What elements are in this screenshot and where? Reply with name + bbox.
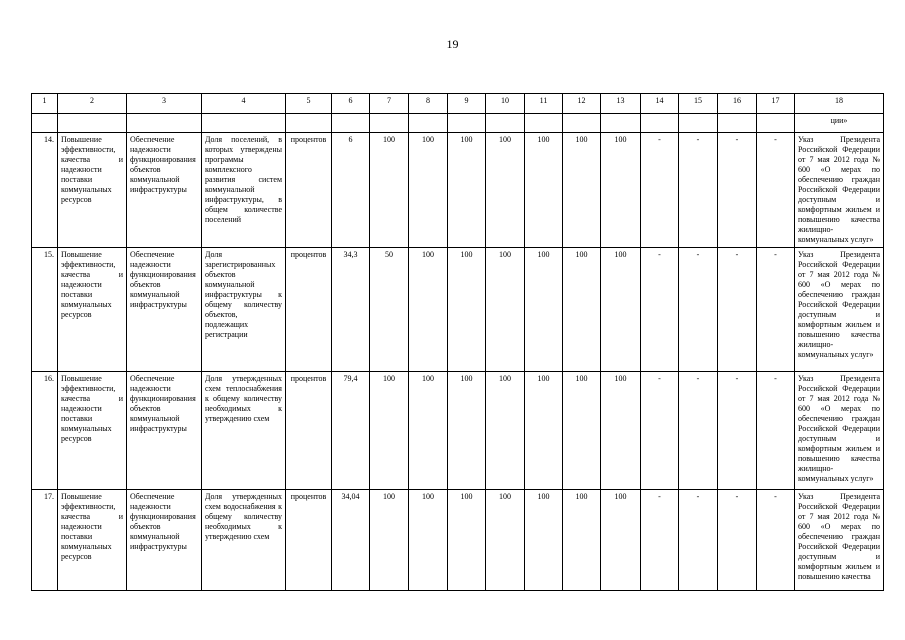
row-number: 16. [32, 372, 58, 490]
basis-cell: Указ Президента Российской Федерации от 7 мая 2012 года № 600 «О мерах по обеспечению граждан Российской Федерации доступным и комфортным жильем и повышению качества жилищно-коммунальных услуг» [795, 133, 884, 248]
value-cell: 100 [448, 133, 486, 248]
indicator-cell: Доля поселений, в которых утверждены программы комплексного развития систем коммунальной инфраструктуры, в общем количестве поселений [202, 133, 286, 248]
value-cell: - [641, 133, 679, 248]
value-cell: 100 [409, 133, 448, 248]
value-cell: 100 [486, 133, 525, 248]
value-cell: - [757, 490, 795, 591]
value-cell: 100 [370, 372, 409, 490]
continuation-row [32, 114, 884, 133]
value-cell: - [718, 372, 757, 490]
header-cell: 3 [127, 94, 202, 114]
value-cell: - [718, 490, 757, 591]
header-cell: 14 [641, 94, 679, 114]
row-number: 14. [32, 133, 58, 248]
indicators-table [31, 93, 884, 591]
header-cell: 1 [32, 94, 58, 114]
page-number: 19 [446, 37, 459, 51]
header-cell: 2 [58, 94, 127, 114]
indicator-cell: Доля утвержденных схем теплоснабжения к общему количеству необходимых к утверждению схем [202, 372, 286, 490]
value-cell: 100 [563, 133, 601, 248]
value-cell: 100 [601, 133, 641, 248]
value-cell: 100 [601, 490, 641, 591]
table-row [32, 372, 884, 490]
goal-cell: Повышение эффективности, качества и надежности поставки коммунальных ресурсов [58, 372, 127, 490]
value-cell: 34,3 [332, 248, 370, 372]
value-cell: 100 [409, 248, 448, 372]
value-cell: - [641, 490, 679, 591]
header-cell: 11 [525, 94, 563, 114]
value-cell: - [641, 372, 679, 490]
value-cell: 100 [409, 372, 448, 490]
unit-cell: процентов [286, 133, 332, 248]
value-cell: 100 [525, 248, 563, 372]
value-cell: - [757, 372, 795, 490]
header-cell: 10 [486, 94, 525, 114]
value-cell: 100 [563, 372, 601, 490]
row-number: 17. [32, 490, 58, 591]
value-cell: 100 [525, 490, 563, 591]
value-cell: 34,04 [332, 490, 370, 591]
value-cell: - [679, 133, 718, 248]
value-cell: 79,4 [332, 372, 370, 490]
task-cell: Обеспечение надежности функционирования объектов коммунальной инфраструктуры [127, 372, 202, 490]
value-cell: 100 [601, 248, 641, 372]
header-cell: 6 [332, 94, 370, 114]
header-cell: 8 [409, 94, 448, 114]
value-cell: 100 [486, 248, 525, 372]
task-cell: Обеспечение надежности функционирования объектов коммунальной инфраструктуры [127, 133, 202, 248]
value-cell: - [641, 248, 679, 372]
table-row [32, 490, 884, 591]
header-cell: 13 [601, 94, 641, 114]
unit-cell: процентов [286, 372, 332, 490]
value-cell: 100 [448, 248, 486, 372]
header-cell: 7 [370, 94, 409, 114]
unit-cell: процентов [286, 248, 332, 372]
value-cell: 100 [601, 372, 641, 490]
value-cell: - [757, 133, 795, 248]
header-cell: 15 [679, 94, 718, 114]
row-number: 15. [32, 248, 58, 372]
basis-cell: Указ Президента Российской Федерации от 7 мая 2012 года № 600 «О мерах по обеспечению граждан Российской Федерации доступным и комфортным жильем и повышению качества жилищно-коммунальных услуг» [795, 372, 884, 490]
value-cell: - [757, 248, 795, 372]
value-cell: - [679, 248, 718, 372]
value-cell: 100 [525, 372, 563, 490]
value-cell: 100 [525, 133, 563, 248]
value-cell: - [718, 133, 757, 248]
value-cell: 100 [486, 372, 525, 490]
header-cell: 4 [202, 94, 286, 114]
header-cell: 18 [795, 94, 884, 114]
indicator-cell: Доля зарегистрированных объектов коммунальной инфраструктуры к общему количеству объектов, подлежащих регистрации [202, 248, 286, 372]
header-cell: 9 [448, 94, 486, 114]
continuation-cell: ции» [795, 114, 884, 133]
header-row [32, 94, 884, 114]
task-cell: Обеспечение надежности функционирования объектов коммунальной инфраструктуры [127, 248, 202, 372]
goal-cell: Повышение эффективности, качества и надежности поставки коммунальных ресурсов [58, 490, 127, 591]
goal-cell: Повышение эффективности, качества и надежности поставки коммунальных ресурсов [58, 133, 127, 248]
value-cell: - [679, 490, 718, 591]
value-cell: 100 [563, 490, 601, 591]
basis-cell: Указ Президента Российской Федерации от 7 мая 2012 года № 600 «О мерах по обеспечению граждан Российской Федерации доступным и комфортным жильем и повышению качества жилищно-коммунальных услуг» [795, 248, 884, 372]
value-cell: 100 [448, 490, 486, 591]
value-cell: 100 [563, 248, 601, 372]
header-cell: 16 [718, 94, 757, 114]
table-row [32, 248, 884, 372]
goal-cell: Повышение эффективности, качества и надежности поставки коммунальных ресурсов [58, 248, 127, 372]
indicator-cell: Доля утвержденных схем водоснабжения к общему количеству необходимых к утверждению схем [202, 490, 286, 591]
basis-cell: Указ Президента Российской Федерации от 7 мая 2012 года № 600 «О мерах по обеспечению граждан Российской Федерации доступным и комфортным жильем и повышению качества [795, 490, 884, 591]
value-cell: 100 [448, 372, 486, 490]
header-cell: 12 [563, 94, 601, 114]
unit-cell: процентов [286, 490, 332, 591]
value-cell: - [679, 372, 718, 490]
value-cell: 6 [332, 133, 370, 248]
value-cell: 100 [409, 490, 448, 591]
value-cell: 100 [370, 133, 409, 248]
header-cell: 5 [286, 94, 332, 114]
value-cell: 100 [486, 490, 525, 591]
table-row [32, 133, 884, 248]
value-cell: 100 [370, 490, 409, 591]
value-cell: - [718, 248, 757, 372]
value-cell: 50 [370, 248, 409, 372]
header-cell: 17 [757, 94, 795, 114]
task-cell: Обеспечение надежности функционирования объектов коммунальной инфраструктуры [127, 490, 202, 591]
